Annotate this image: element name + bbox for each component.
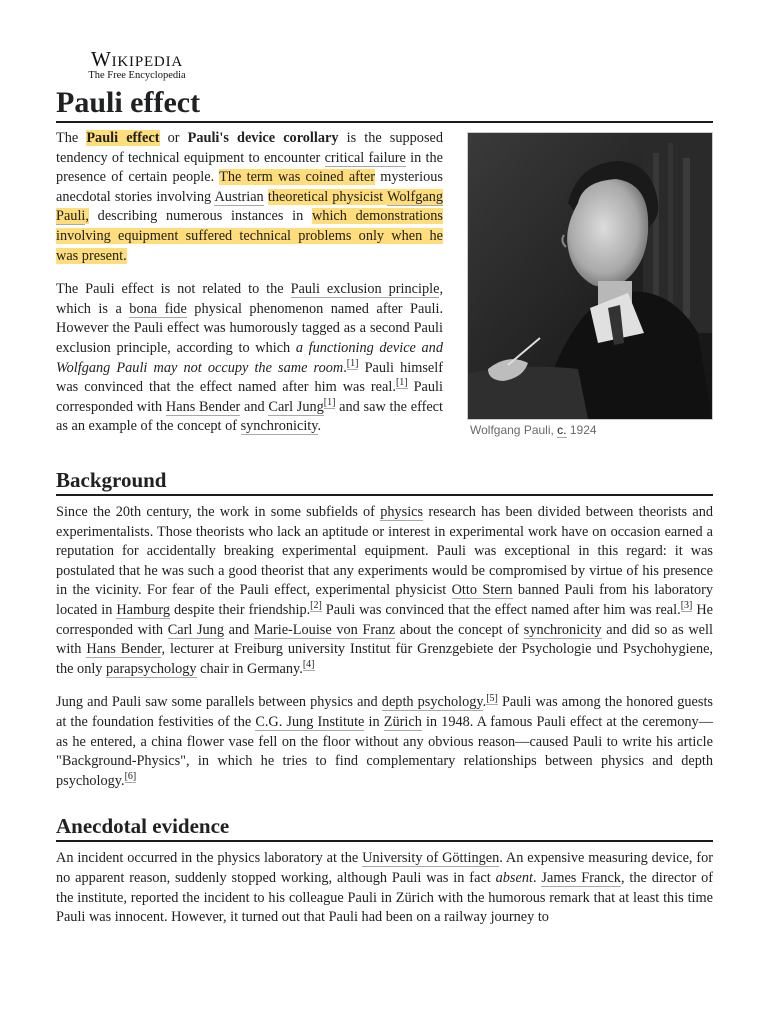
text: .: [482, 694, 487, 711]
page-title: Pauli effect: [56, 86, 713, 123]
text: and saw the effect as an example of the concept of: [56, 398, 443, 435]
section-heading-background: Background: [56, 467, 713, 496]
link-physics[interactable]: physics: [380, 504, 424, 520]
caption-year: 1924: [566, 423, 597, 437]
text: or: [159, 130, 188, 146]
link-carl-jung[interactable]: Carl Jung: [268, 398, 324, 415]
link-carl-jung[interactable]: Carl Jung: [167, 621, 224, 638]
text: mysterious anecdotal stories involving: [56, 169, 443, 205]
ref-1[interactable]: [1]: [395, 377, 408, 389]
text: and did so as well with: [56, 621, 713, 658]
link-parapsychology[interactable]: parapsychology: [106, 660, 197, 677]
link-austrian[interactable]: Austrian: [214, 188, 264, 205]
text: despite their friendship.: [170, 601, 311, 618]
text: and: [223, 621, 254, 638]
logo-wordmark: Wikipedia: [90, 47, 183, 71]
section-heading-anecdotal-evidence: Anecdotal evidence: [56, 813, 713, 842]
ref-4[interactable]: [4]: [302, 658, 315, 670]
text: physical phenomenon named after Pauli. However the Pauli effect was humorously tagged as a second Pauli exclusion principle, according to which: [56, 300, 444, 356]
link-hamburg[interactable]: Hamburg: [116, 601, 171, 618]
term-device-corollary: Pauli's device corollary: [187, 130, 339, 146]
background-paragraph-1: [56, 503, 713, 679]
text: and: [240, 398, 269, 415]
text: is the supposed tendency of technical equipment to encounter: [56, 130, 444, 166]
logo-tagline: The Free Encyclopedia: [88, 70, 186, 81]
text: Pauli was convinced that the effect named after him was real.: [321, 601, 681, 618]
link-university-of-gottingen[interactable]: University of Göttingen: [362, 850, 500, 867]
ref-5[interactable]: [5]: [486, 692, 498, 704]
italic-quote: a functioning device and Wolfgang Pauli may not occupy the same room: [56, 339, 443, 376]
text: Pauli himself was convinced that the effect named after him was real.: [56, 359, 443, 396]
infobox-figure: [467, 132, 713, 437]
text: in the presence of certain people.: [56, 149, 443, 186]
text: research has been divided between theorists and experimentalists. Those theorists who lack an aptitude or interest in experimental work have on occasion earned a reputation for accidentally breaking experimental equipment. Pauli was exceptional in this regard: it was postulated that he was such a good theorist that any experiments would be compromised by virtue of his presence in the vicinity. For fear of the Pauli effect, experimental physicist: [56, 504, 713, 599]
highlight-term-coined: The term was coined after: [219, 169, 376, 186]
text: Pauli corresponded with: [56, 379, 443, 415]
text: , which is a: [56, 281, 444, 317]
text: An incident occurred in the physics laboratory at the: [56, 850, 363, 867]
caption-name: Wolfgang Pauli,: [470, 423, 558, 437]
ref-1[interactable]: [1]: [323, 396, 336, 408]
link-zurich[interactable]: Zürich: [383, 713, 422, 730]
link-marie-louise-von-franz[interactable]: Marie-Louise von Franz: [253, 621, 395, 638]
text: banned Pauli from his laboratory located in: [56, 582, 713, 618]
text: chair in Germany.: [196, 660, 303, 677]
link-synchronicity[interactable]: synchronicity: [240, 418, 318, 435]
circa-link[interactable]: c.: [557, 423, 567, 437]
portrait-photo[interactable]: [467, 132, 713, 420]
text: .: [317, 418, 322, 435]
link-cg-jung-institute[interactable]: C.G. Jung Institute: [255, 713, 365, 730]
text: Jung and Pauli saw some parallels between physics and: [56, 694, 382, 711]
text: .: [532, 869, 542, 886]
wikipedia-logo[interactable]: [77, 48, 197, 82]
text: ,: [85, 208, 89, 225]
link-hans-bender[interactable]: Hans Bender: [165, 398, 241, 415]
text: about the concept of: [395, 621, 524, 638]
link-james-franck[interactable]: James Franck: [541, 869, 621, 886]
link-depth-psychology[interactable]: depth psychology: [381, 694, 483, 711]
text: Pauli was among the honored guests at the foundation festivities of the: [56, 694, 713, 730]
text: . An expensive measuring device, for no apparent reason, suddenly stopped working, although Pauli was in fact: [56, 850, 713, 886]
ref-3[interactable]: [3]: [680, 600, 693, 612]
text: The Pauli effect is not related to the: [56, 281, 291, 298]
link-otto-stern[interactable]: Otto Stern: [451, 582, 513, 599]
link-critical-failure[interactable]: critical failure: [324, 149, 406, 166]
text: describing numerous instances in: [88, 208, 312, 225]
ref-1[interactable]: [1]: [346, 357, 359, 369]
text: theoretical physicist: [267, 188, 387, 205]
portrait-photo-icon: [468, 133, 712, 419]
link-bona-fide[interactable]: bona fide: [129, 300, 187, 317]
link-wolfgang-pauli[interactable]: Wolfgang Pauli: [56, 188, 444, 225]
ref-2[interactable]: [2]: [310, 600, 322, 612]
link-hans-bender[interactable]: Hans Bender: [86, 641, 162, 658]
background-paragraph-2: [56, 693, 713, 791]
text: .: [343, 359, 347, 376]
link-synchronicity[interactable]: synchronicity: [523, 621, 602, 638]
text: , the director of the institute, reported the incident to his colleague Pauli in Zürich with the humorous remark that at least this time Pauli was innocent. However, it turned out that Pauli had been on a railway journey to: [56, 869, 713, 926]
italic-absent: absent: [495, 869, 533, 886]
text: He corresponded with: [56, 601, 713, 638]
ref-6[interactable]: [6]: [124, 770, 137, 782]
highlight-demonstrations: which demonstrations involving equipment suffered technical problems only when he was present.: [56, 208, 443, 264]
text: , lecturer at Freiburg university Institut für Grenzgebiete der Psychologie und Psychohygiene, the only: [56, 641, 714, 677]
term-pauli-effect: Pauli effect: [86, 130, 160, 146]
text: in 1948. A famous Pauli effect at the ceremony—as he entered, a china flower vase fell on the floor without any obvious reason—caused Pauli to write his article "Background-Physics", in which he tries to find complementary relationships between physics and depth psychology.: [56, 713, 713, 789]
link-pauli-exclusion-principle[interactable]: Pauli exclusion principle: [290, 281, 440, 298]
article: [56, 48, 713, 928]
text: Since the 20th century, the work in some subfields of: [56, 504, 381, 520]
text: The: [56, 130, 87, 146]
text: in: [364, 713, 384, 730]
anecdotal-paragraph-1: [56, 849, 713, 927]
image-caption: [470, 423, 713, 437]
